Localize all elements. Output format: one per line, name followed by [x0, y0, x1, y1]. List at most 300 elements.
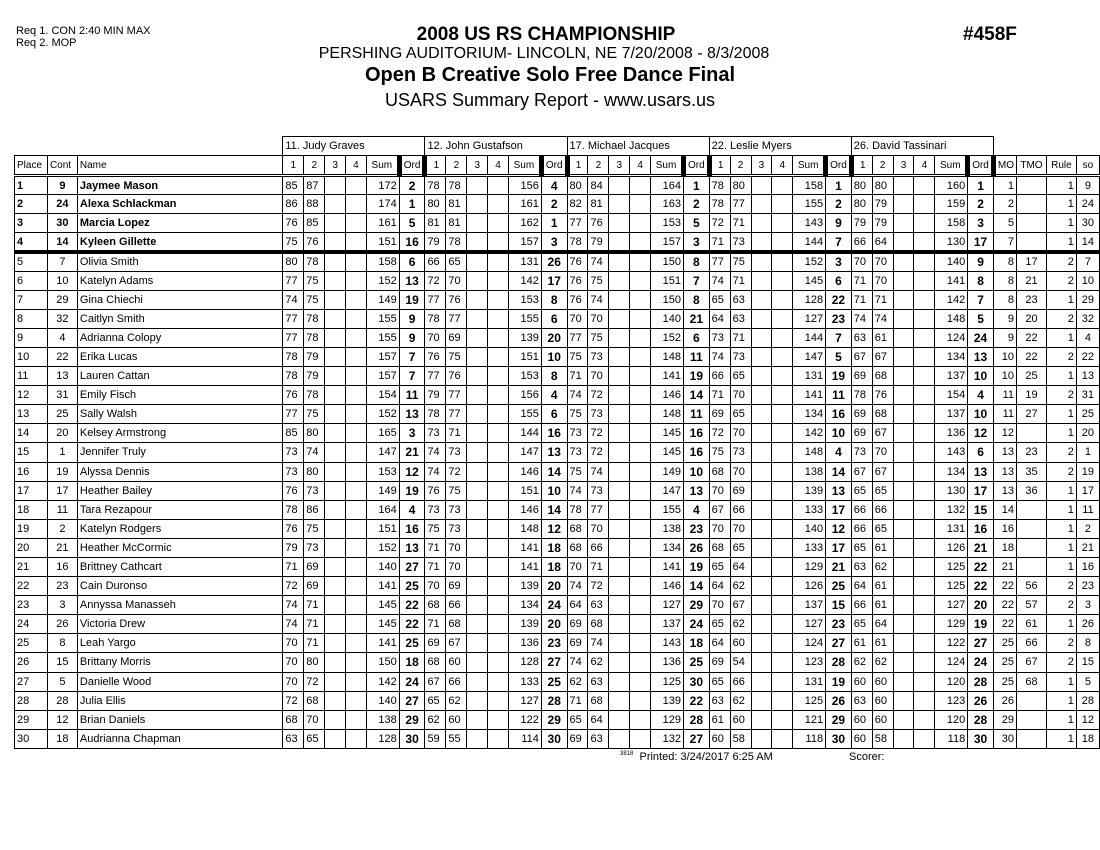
mark-1: 71	[709, 386, 730, 405]
judge-sum: 127	[935, 596, 968, 615]
mark-3	[467, 328, 488, 347]
mark-3	[609, 691, 630, 710]
judge-ordinal: 1	[541, 214, 567, 233]
judge-ordinal: 5	[968, 309, 994, 328]
judge-ordinal: 11	[683, 405, 709, 424]
col-place: Place	[15, 156, 48, 176]
judge-sum: 134	[651, 538, 684, 557]
mark-2: 79	[588, 233, 609, 252]
judge-sum: 144	[793, 233, 826, 252]
judge-ordinal: 22	[683, 691, 709, 710]
table-row	[15, 710, 1100, 729]
mark-4	[772, 653, 793, 672]
mark-1: 72	[709, 424, 730, 443]
judge-sum: 142	[935, 290, 968, 309]
majority-ordinal: 22	[993, 577, 1016, 596]
mark-1: 81	[425, 214, 446, 233]
mark-1: 63	[851, 557, 872, 576]
mark-1: 65	[709, 672, 730, 691]
table-row	[15, 729, 1100, 748]
total-majority-ordinal	[1016, 691, 1046, 710]
judge-ordinal: 22	[399, 596, 425, 615]
mark-4	[772, 500, 793, 519]
total-majority-ordinal	[1016, 176, 1046, 195]
mark-3	[609, 729, 630, 748]
contestant-number: 26	[47, 615, 77, 634]
judge-sum: 123	[935, 691, 968, 710]
contestant-number: 8	[47, 634, 77, 653]
championship-title: 2008 US RS CHAMPIONSHIP	[416, 24, 676, 45]
mark-4	[488, 367, 509, 386]
mark-3	[467, 615, 488, 634]
judge-sum: 144	[793, 328, 826, 347]
mark-3	[609, 557, 630, 576]
mark-3	[893, 271, 914, 290]
skater-name: Heather Bailey	[77, 481, 282, 500]
mark-4	[772, 557, 793, 576]
mark-1: 79	[425, 386, 446, 405]
mark-4	[346, 367, 367, 386]
col-name: Name	[77, 156, 282, 176]
mark-2: 76	[872, 386, 893, 405]
table-row	[15, 596, 1100, 615]
mark-2: 66	[730, 672, 751, 691]
judge-ordinal: 26	[826, 691, 852, 710]
judge-ordinal: 7	[683, 271, 709, 290]
mark-4	[488, 500, 509, 519]
mark-2: 71	[872, 290, 893, 309]
judge-sum: 154	[935, 386, 968, 405]
judge-ordinal: 24	[968, 328, 994, 347]
mark-4	[630, 710, 651, 729]
skater-name: Emily Fisch	[77, 386, 282, 405]
mark-3	[467, 195, 488, 214]
total-majority-ordinal: 61	[1016, 615, 1046, 634]
contestant-number: 17	[47, 481, 77, 500]
mark-2: 70	[872, 443, 893, 462]
table-row	[15, 557, 1100, 576]
mark-4	[772, 672, 793, 691]
skate-order: 20	[1076, 424, 1099, 443]
mark-3	[325, 500, 346, 519]
skate-order: 16	[1076, 557, 1099, 576]
table-row	[15, 615, 1100, 634]
mark-1: 67	[425, 672, 446, 691]
total-majority-ordinal: 68	[1016, 672, 1046, 691]
mark-3	[467, 519, 488, 538]
judge-sum: 151	[366, 519, 399, 538]
judge-header-row	[15, 137, 1100, 156]
judge-ordinal: 14	[541, 462, 567, 481]
mark-2: 62	[872, 653, 893, 672]
judge-sum: 138	[793, 462, 826, 481]
judge-ordinal: 23	[683, 519, 709, 538]
mark-4	[630, 271, 651, 290]
mark-2: 65	[304, 729, 325, 748]
mark-2: 68	[446, 615, 467, 634]
mark-4	[772, 290, 793, 309]
total-majority-ordinal: 57	[1016, 596, 1046, 615]
majority-ordinal: 30	[993, 729, 1016, 748]
judge-ordinal: 16	[683, 424, 709, 443]
mark-4	[772, 443, 793, 462]
majority-ordinal: 25	[993, 672, 1016, 691]
judge-ordinal: 15	[826, 596, 852, 615]
mark-1: 65	[851, 481, 872, 500]
mark-2: 74	[304, 443, 325, 462]
mark-1: 82	[567, 195, 588, 214]
mark-1: 72	[283, 691, 304, 710]
mark-4	[346, 347, 367, 366]
skate-order: 4	[1076, 328, 1099, 347]
mark-3	[609, 328, 630, 347]
mark-4	[914, 405, 935, 424]
place: 28	[15, 691, 48, 710]
mark-1: 78	[425, 405, 446, 424]
mark-1: 73	[283, 462, 304, 481]
skater-name: Olivia Smith	[77, 252, 282, 271]
mark-4	[488, 634, 509, 653]
judge-ordinal: 16	[968, 519, 994, 538]
judge-sum: 162	[508, 214, 541, 233]
majority-ordinal: 8	[993, 290, 1016, 309]
mark-2: 70	[730, 386, 751, 405]
total-majority-ordinal	[1016, 214, 1046, 233]
judge-ordinal: 11	[399, 386, 425, 405]
mark-1: 78	[283, 347, 304, 366]
judge-sum: 145	[651, 424, 684, 443]
mark-2: 70	[872, 252, 893, 271]
mark-2: 76	[304, 233, 325, 252]
mark-4	[488, 672, 509, 691]
mark-2: 75	[730, 252, 751, 271]
mark-4	[914, 443, 935, 462]
mark-4	[914, 309, 935, 328]
mark-1: 65	[567, 710, 588, 729]
judge-ordinal: 12	[826, 519, 852, 538]
judge-ordinal: 13	[399, 538, 425, 557]
mark-1: 75	[425, 519, 446, 538]
rule: 1	[1046, 424, 1076, 443]
mark-1: 75	[567, 347, 588, 366]
judge-sum: 137	[935, 367, 968, 386]
table-row	[15, 538, 1100, 557]
total-majority-ordinal	[1016, 195, 1046, 214]
skater-name: Katelyn Rodgers	[77, 519, 282, 538]
mark-2: 86	[304, 500, 325, 519]
mark-2: 73	[588, 405, 609, 424]
mark-4	[772, 309, 793, 328]
judge-ordinal: 30	[399, 729, 425, 748]
mark-2: 73	[446, 500, 467, 519]
mark-3	[609, 424, 630, 443]
skate-order: 7	[1076, 252, 1099, 271]
mark-1: 63	[851, 691, 872, 710]
judge-sum: 151	[508, 347, 541, 366]
mark-1: 68	[709, 538, 730, 557]
skate-order: 28	[1076, 691, 1099, 710]
judge-ordinal: 13	[968, 347, 994, 366]
judge-sum: 155	[508, 309, 541, 328]
table-row	[15, 347, 1100, 366]
judge-ordinal: 23	[826, 309, 852, 328]
judge-ordinal: 17	[968, 481, 994, 500]
contestant-number: 20	[47, 424, 77, 443]
mark-4	[630, 367, 651, 386]
mark-3	[609, 519, 630, 538]
mark-4	[772, 195, 793, 214]
judge-sum: 136	[508, 634, 541, 653]
mark-1: 76	[283, 481, 304, 500]
rule: 1	[1046, 672, 1076, 691]
mark-2: 77	[446, 386, 467, 405]
col-mark-4: 4	[772, 156, 793, 176]
mark-2: 73	[304, 481, 325, 500]
judge-sum: 122	[935, 634, 968, 653]
mark-1: 64	[567, 596, 588, 615]
mark-4	[346, 538, 367, 557]
mark-2: 55	[446, 729, 467, 748]
mark-4	[346, 596, 367, 615]
table-row	[15, 519, 1100, 538]
judge-sum: 148	[508, 519, 541, 538]
rule: 1	[1046, 538, 1076, 557]
judge-sum: 138	[366, 710, 399, 729]
mark-4	[914, 462, 935, 481]
skate-order: 3	[1076, 596, 1099, 615]
mark-1: 73	[567, 443, 588, 462]
mark-1: 70	[567, 557, 588, 576]
mark-1: 74	[567, 481, 588, 500]
mark-1: 76	[425, 481, 446, 500]
judge-ordinal: 16	[399, 519, 425, 538]
judge-sum: 125	[651, 672, 684, 691]
col-mark-4: 4	[346, 156, 367, 176]
mark-3	[751, 481, 772, 500]
mark-3	[893, 214, 914, 233]
mark-3	[325, 691, 346, 710]
mark-2: 81	[446, 195, 467, 214]
mark-1: 67	[851, 462, 872, 481]
judge-sum: 136	[935, 424, 968, 443]
rule: 2	[1046, 386, 1076, 405]
judge-sum: 152	[651, 328, 684, 347]
judge-sum: 145	[651, 443, 684, 462]
mark-4	[346, 195, 367, 214]
majority-ordinal: 7	[993, 233, 1016, 252]
rule: 2	[1046, 596, 1076, 615]
total-majority-ordinal: 22	[1016, 328, 1046, 347]
mark-1: 59	[425, 729, 446, 748]
mark-3	[609, 386, 630, 405]
col-mo: MO	[993, 156, 1016, 176]
mark-2: 77	[446, 405, 467, 424]
judge-ordinal: 12	[968, 424, 994, 443]
mark-2: 79	[872, 195, 893, 214]
mark-4	[772, 386, 793, 405]
rule: 1	[1046, 615, 1076, 634]
mark-2: 63	[588, 672, 609, 691]
mark-4	[772, 462, 793, 481]
judge-ordinal: 4	[399, 500, 425, 519]
mark-4	[346, 290, 367, 309]
mark-3	[609, 577, 630, 596]
judge-ordinal: 2	[826, 195, 852, 214]
judge-sum: 161	[508, 195, 541, 214]
mark-1: 65	[709, 615, 730, 634]
mark-2: 76	[446, 290, 467, 309]
mark-4	[346, 557, 367, 576]
judge-ordinal: 5	[399, 214, 425, 233]
mark-4	[772, 615, 793, 634]
mark-1: 62	[425, 710, 446, 729]
mark-4	[914, 290, 935, 309]
mark-2: 66	[446, 672, 467, 691]
place: 12	[15, 386, 48, 405]
judge-ordinal: 26	[541, 252, 567, 271]
mark-3	[609, 195, 630, 214]
table-row	[15, 252, 1100, 271]
table-row	[15, 462, 1100, 481]
mark-3	[751, 405, 772, 424]
mark-1: 62	[567, 672, 588, 691]
contestant-number: 10	[47, 271, 77, 290]
judge-name-1: 11. Judy Graves	[283, 137, 425, 156]
mark-4	[346, 653, 367, 672]
place: 15	[15, 443, 48, 462]
mark-4	[488, 271, 509, 290]
judge-ordinal: 1	[826, 176, 852, 195]
mark-2: 71	[304, 634, 325, 653]
mark-4	[346, 405, 367, 424]
majority-ordinal: 25	[993, 634, 1016, 653]
majority-ordinal: 11	[993, 386, 1016, 405]
mark-3	[893, 462, 914, 481]
mark-4	[914, 386, 935, 405]
mark-1: 71	[425, 557, 446, 576]
mark-3	[609, 500, 630, 519]
total-majority-ordinal: 23	[1016, 443, 1046, 462]
judge-ordinal: 7	[826, 233, 852, 252]
mark-2: 60	[872, 710, 893, 729]
mark-4	[488, 195, 509, 214]
mark-4	[772, 634, 793, 653]
mark-2: 77	[730, 195, 751, 214]
judge-sum: 128	[366, 729, 399, 748]
judge-ordinal: 10	[683, 462, 709, 481]
mark-4	[346, 577, 367, 596]
mark-1: 76	[283, 386, 304, 405]
mark-3	[893, 557, 914, 576]
rule: 1	[1046, 233, 1076, 252]
mark-2: 72	[588, 424, 609, 443]
mark-2: 78	[446, 176, 467, 195]
mark-1: 78	[709, 195, 730, 214]
judge-ordinal: 22	[826, 290, 852, 309]
col-sum: Sum	[366, 156, 399, 176]
mark-2: 70	[446, 271, 467, 290]
skater-name: Adrianna Colopy	[77, 328, 282, 347]
judge-sum: 132	[651, 729, 684, 748]
skate-order: 24	[1076, 195, 1099, 214]
judge-ordinal: 2	[683, 195, 709, 214]
col-mark-3: 3	[609, 156, 630, 176]
mark-4	[914, 500, 935, 519]
judge-sum: 137	[793, 596, 826, 615]
mark-4	[630, 290, 651, 309]
mark-3	[467, 634, 488, 653]
skater-name: Caitlyn Smith	[77, 309, 282, 328]
mark-4	[630, 252, 651, 271]
mark-1: 75	[283, 233, 304, 252]
table-row	[15, 386, 1100, 405]
mark-2: 74	[872, 309, 893, 328]
judge-sum: 121	[793, 710, 826, 729]
mark-3	[609, 538, 630, 557]
judge-sum: 155	[366, 328, 399, 347]
judge-sum: 152	[793, 252, 826, 271]
mark-2: 63	[588, 596, 609, 615]
total-majority-ordinal: 56	[1016, 577, 1046, 596]
judge-ordinal: 5	[826, 347, 852, 366]
mark-2: 76	[446, 367, 467, 386]
judge-ordinal: 16	[683, 443, 709, 462]
judge-sum: 148	[935, 309, 968, 328]
judge-sum: 120	[935, 710, 968, 729]
mark-2: 61	[872, 596, 893, 615]
judge-ordinal: 13	[826, 481, 852, 500]
mark-2: 63	[730, 309, 751, 328]
judge-sum: 142	[793, 424, 826, 443]
col-mark-3: 3	[893, 156, 914, 176]
judge-ordinal: 2	[399, 176, 425, 195]
majority-ordinal: 22	[993, 596, 1016, 615]
judge-sum: 145	[793, 271, 826, 290]
mark-4	[772, 424, 793, 443]
judge-ordinal: 7	[399, 347, 425, 366]
mark-1: 79	[851, 214, 872, 233]
mark-3	[325, 538, 346, 557]
judge-ordinal: 30	[683, 672, 709, 691]
judge-sum: 158	[366, 252, 399, 271]
mark-1: 72	[425, 271, 446, 290]
judge-ordinal: 4	[826, 443, 852, 462]
mark-4	[772, 367, 793, 386]
total-majority-ordinal: 67	[1016, 653, 1046, 672]
mark-4	[630, 405, 651, 424]
contestant-number: 13	[47, 367, 77, 386]
mark-2: 61	[872, 538, 893, 557]
mark-1: 65	[425, 691, 446, 710]
mark-4	[914, 252, 935, 271]
mark-1: 74	[283, 596, 304, 615]
mark-2: 78	[304, 252, 325, 271]
mark-4	[630, 519, 651, 538]
results-table	[14, 136, 1100, 749]
mark-3	[325, 176, 346, 195]
judge-sum: 157	[366, 347, 399, 366]
judge-ordinal: 24	[541, 596, 567, 615]
contestant-number: 32	[47, 309, 77, 328]
mark-4	[346, 386, 367, 405]
mark-4	[488, 386, 509, 405]
judge-sum: 143	[793, 214, 826, 233]
mark-3	[467, 672, 488, 691]
mark-1: 70	[709, 481, 730, 500]
judge-ordinal: 3	[399, 424, 425, 443]
contestant-number: 30	[47, 214, 77, 233]
mark-1: 60	[709, 729, 730, 748]
